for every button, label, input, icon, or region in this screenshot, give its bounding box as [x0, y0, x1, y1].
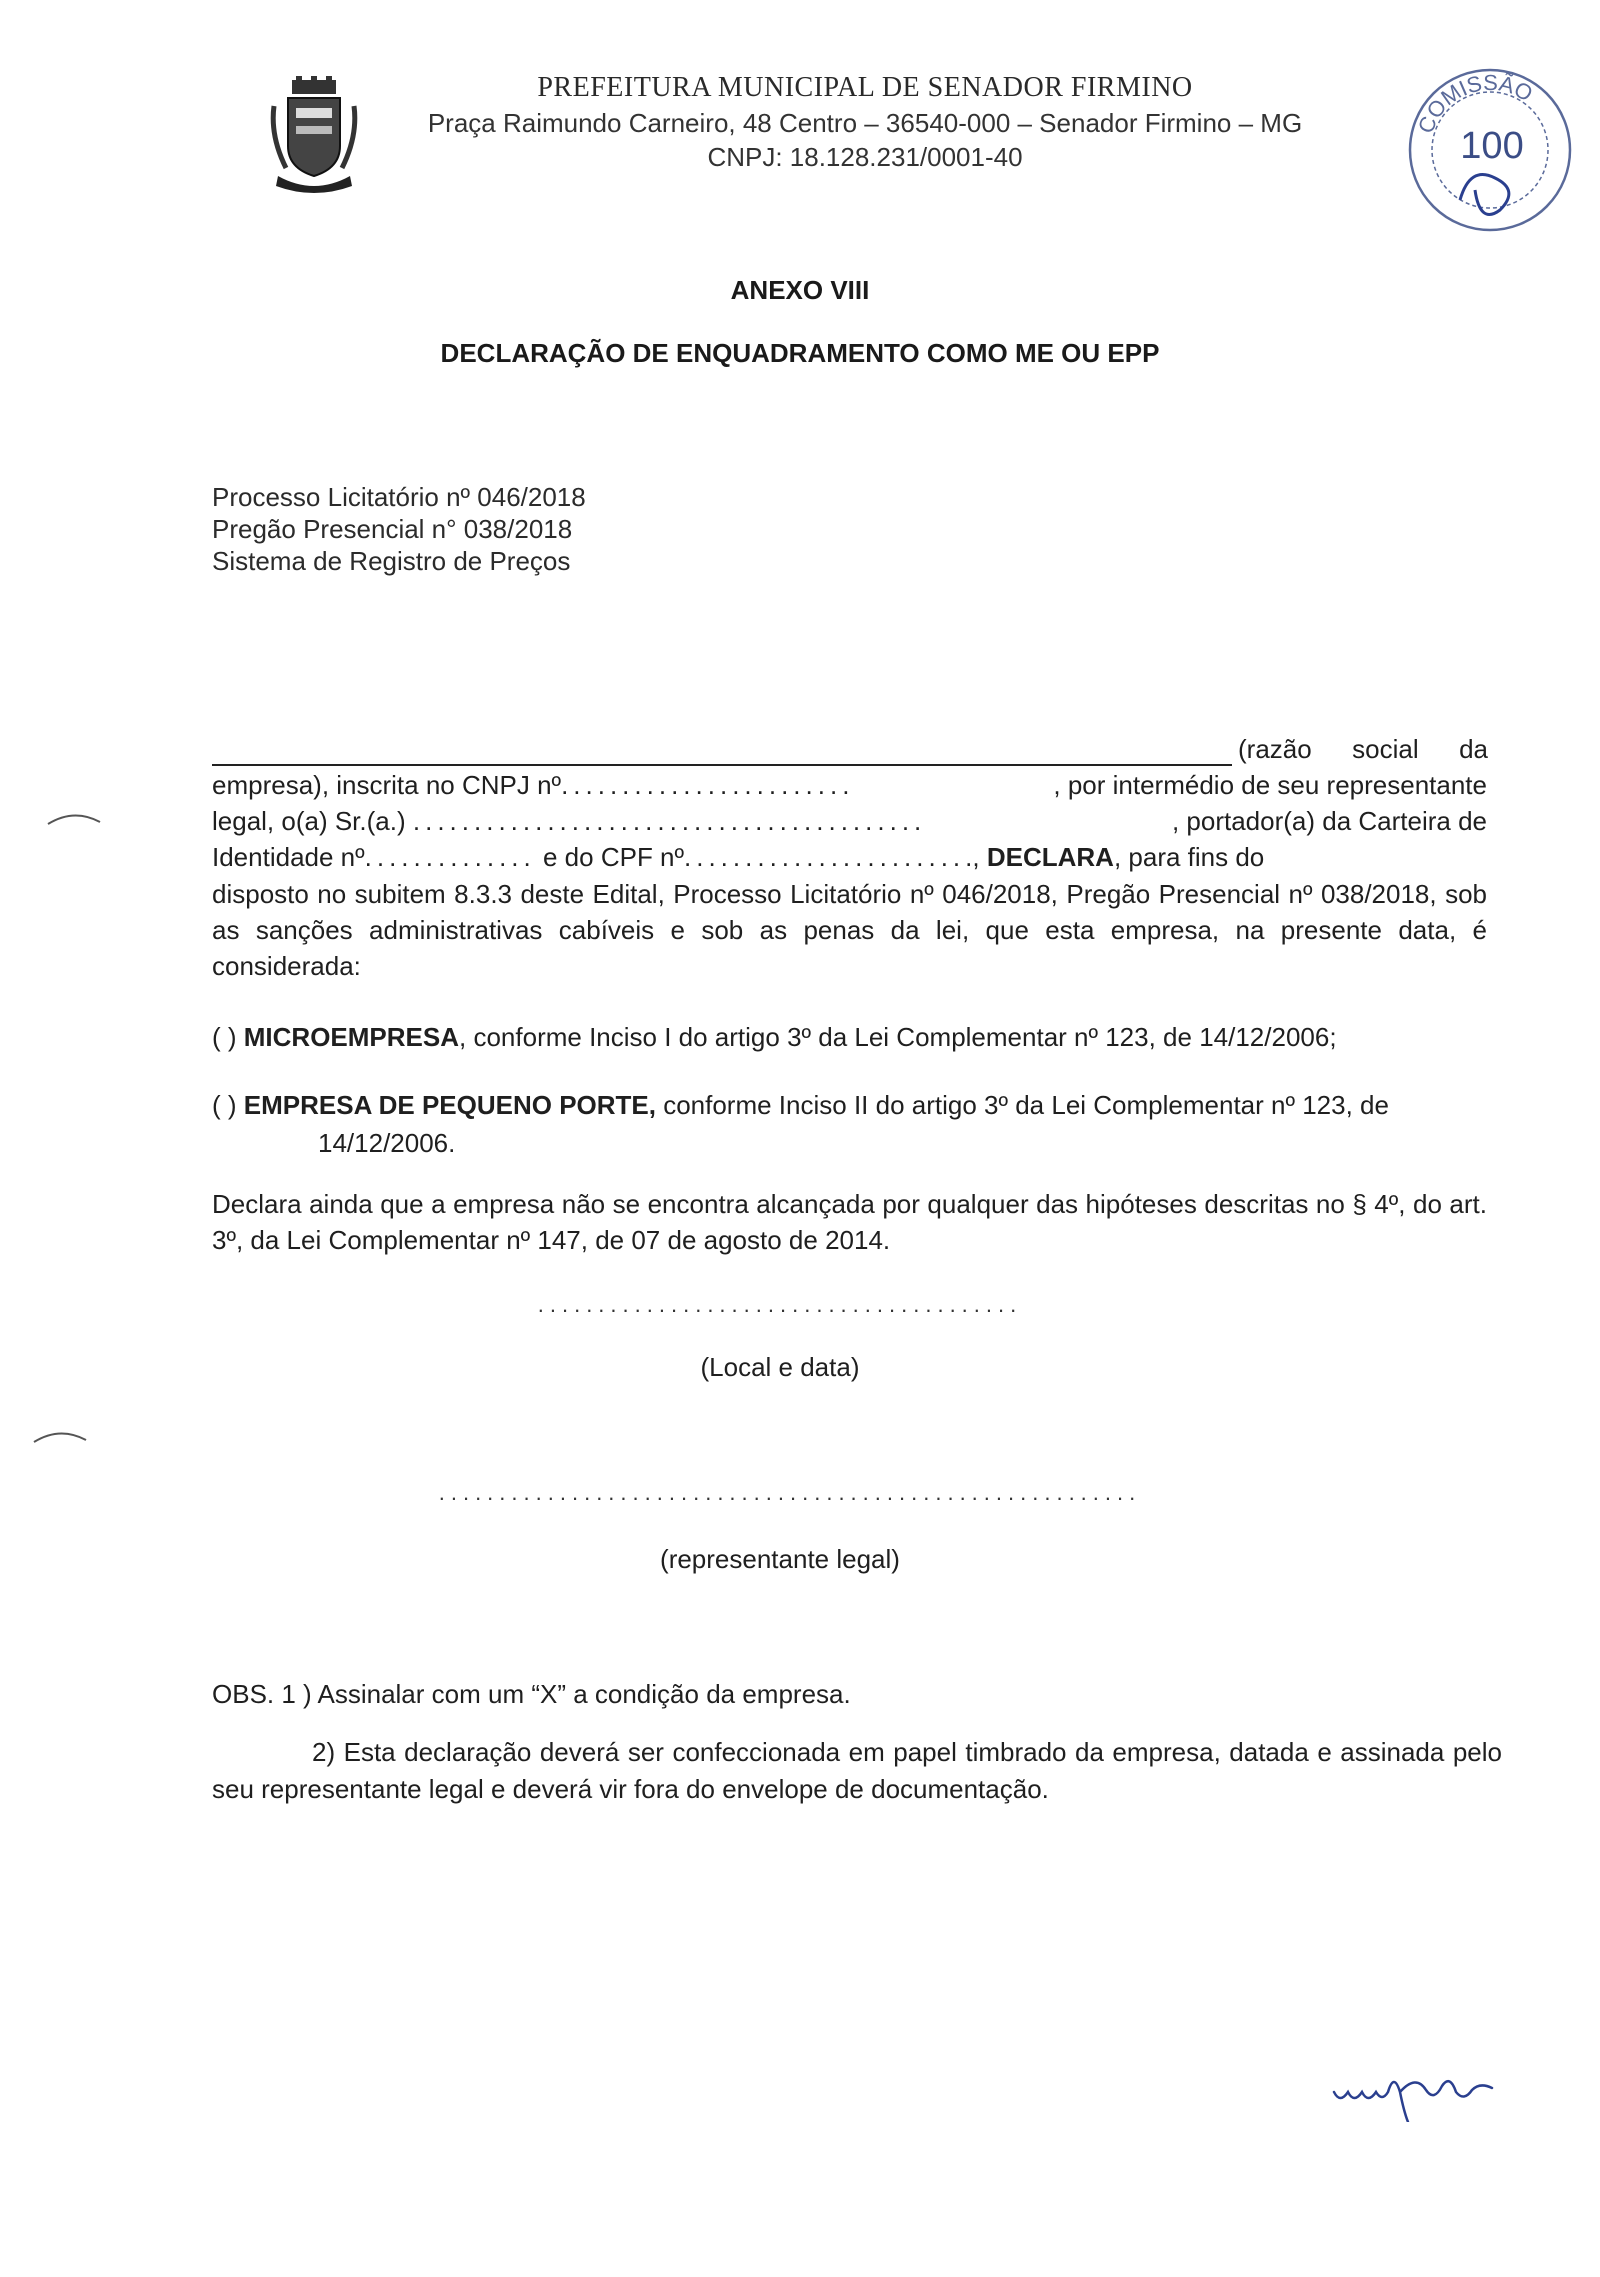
letterhead-name: PREFEITURA MUNICIPAL DE SENADOR FIRMINO — [537, 72, 1193, 103]
option-epp-box[interactable]: ( ) — [212, 1090, 244, 1120]
margin-mark-icon — [30, 1424, 90, 1446]
obs-note-2: 2) Esta declaração deverá ser confeccionada em papel timbrado da empresa, datada e assinada pelo seu representante legal e deverá vir fora do envelope de documentação. — [212, 1737, 1502, 1804]
stamp-arc-text: COMISSÃO — [1412, 69, 1538, 137]
representative-dots: .......................................................... — [438, 1480, 1142, 1505]
option-me-text: , conforme Inciso I do artigo 3º da Lei Complementar nº 123, de 14/12/2006; — [459, 1022, 1337, 1052]
annex-title: ANEXO VIII — [730, 275, 870, 305]
declara-bold: DECLARA — [986, 842, 1114, 872]
body-l3-a: legal, o(a) Sr.(a.) .......................................... — [212, 806, 927, 836]
margin-mark-icon — [44, 806, 104, 828]
place-date-dots: ........................................ — [537, 1292, 1023, 1317]
obs-note-1: OBS. 1 ) Assinalar com um “X” a condição da empresa. — [212, 1679, 851, 1709]
company-name-blank — [212, 764, 1232, 766]
body-line-3 — [212, 806, 1487, 842]
letterhead-address: Praça Raimundo Carneiro, 48 Centro – 36540-000 – Senador Firmino – MG — [427, 108, 1303, 138]
declaration-extra: Declara ainda que a empresa não se encontra alcançada por qualquer das hipóteses descritas no § 4º, do art. 3º, da Lei Complementar nº 147, de 07 de agosto de 2014. — [212, 1189, 1487, 1255]
letterhead-cnpj: CNPJ: 18.128.231/0001-40 — [707, 142, 1023, 172]
body-line-2 — [212, 770, 1487, 806]
handwritten-signature-icon — [1330, 2062, 1510, 2122]
representative-label: (representante legal) — [660, 1544, 900, 1574]
body-line-1-end: (razão social da — [1238, 734, 1488, 764]
body-l2-b: , por intermédio de seu representante — [1053, 770, 1487, 800]
option-me-label: MICROEMPRESA — [243, 1022, 460, 1052]
declaration-title: DECLARAÇÃO DE ENQUADRAMENTO COMO ME OU EPP — [440, 338, 1160, 368]
place-date-label: (Local e data) — [700, 1352, 860, 1382]
option-epp-text: conforme Inciso II do artigo 3º da Lei Complementar nº 123, de — [655, 1090, 1389, 1120]
body-l2-a: empresa), inscrita no CNPJ nº........................ — [212, 770, 855, 800]
process-line-3: Sistema de Registro de Preços — [212, 546, 571, 576]
body-line-4 — [212, 842, 1487, 878]
option-epp-label: EMPRESA DE PEQUENO PORTE, — [243, 1090, 656, 1120]
body-l3-b: , portador(a) da Carteira de — [1171, 806, 1487, 836]
commission-stamp-icon — [1400, 60, 1580, 240]
stamp-number: 100 — [1460, 125, 1524, 167]
process-line-2: Pregão Presencial n° 038/2018 — [212, 514, 573, 544]
process-line-1: Processo Licitatório nº 046/2018 — [212, 482, 586, 512]
option-microempresa — [212, 1018, 1487, 1056]
option-me-box[interactable]: ( ) — [212, 1022, 244, 1052]
option-epp — [212, 1086, 1487, 1124]
body-rest: disposto no subitem 8.3.3 deste Edital, Processo Licitatório nº 046/2018, Pregão Presencial nº 038/2018, sob as sanções administrativas cabíveis e sob as penas da lei, que esta empresa, na presente data, é considerada: — [212, 879, 1487, 981]
option-epp-date: 14/12/2006. — [318, 1128, 456, 1158]
body-l4-a: Identidade nº.............. e do CPF nº........................, DECLARA, para fins do — [212, 842, 1265, 872]
